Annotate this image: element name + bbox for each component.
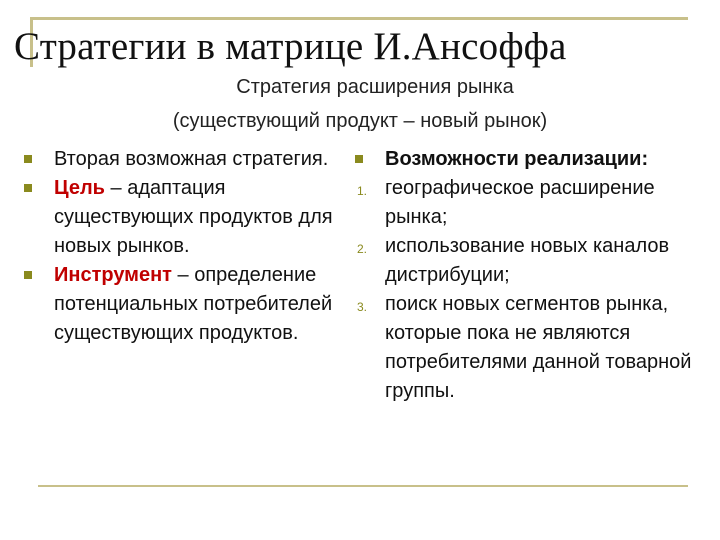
slide-title: Стратегии в матрице И.Ансоффа (14, 25, 567, 68)
list-item-text: поиск новых сегментов рынка, которые пока не являются потребителями данной товарной группы. (385, 293, 692, 402)
numbered-list-item (355, 174, 710, 232)
bottom-decorative-rule (38, 485, 688, 487)
square-bullet-icon (24, 155, 32, 163)
goal-label: Цель (54, 177, 105, 199)
square-bullet-icon (24, 184, 32, 192)
right-column (355, 145, 710, 406)
top-decorative-rule (30, 17, 688, 20)
instrument-text: – определение потенциальных потребителей существующих продуктов. (54, 264, 333, 344)
list-number: 1. (357, 184, 368, 198)
square-bullet-icon (355, 155, 363, 163)
left-bullet-text: Вторая возможная стратегия. (54, 148, 329, 170)
implementation-heading: Возможности реализации: (385, 148, 649, 170)
instrument-label: Инструмент (54, 264, 172, 286)
numbered-list-item (355, 290, 710, 406)
list-item-text: использование новых каналов дистрибуции; (385, 235, 670, 286)
right-heading-item (355, 145, 710, 174)
slide-subtitle-line1: Стратегия расширения рынка (236, 76, 514, 98)
numbered-list-item (355, 232, 710, 290)
slide-subtitle-line2: (существующий продукт – новый рынок) (172, 110, 548, 132)
list-number: 2. (357, 242, 368, 256)
left-bullet-item (20, 174, 350, 261)
list-number: 3. (357, 300, 368, 314)
left-bullet-item (20, 261, 350, 348)
left-column (20, 145, 350, 348)
list-item-text: географическое расширение рынка; (385, 177, 655, 228)
left-bullet-item (20, 145, 350, 174)
square-bullet-icon (24, 271, 32, 279)
goal-text: – адаптация существующих продуктов для новых рынков. (54, 177, 333, 257)
